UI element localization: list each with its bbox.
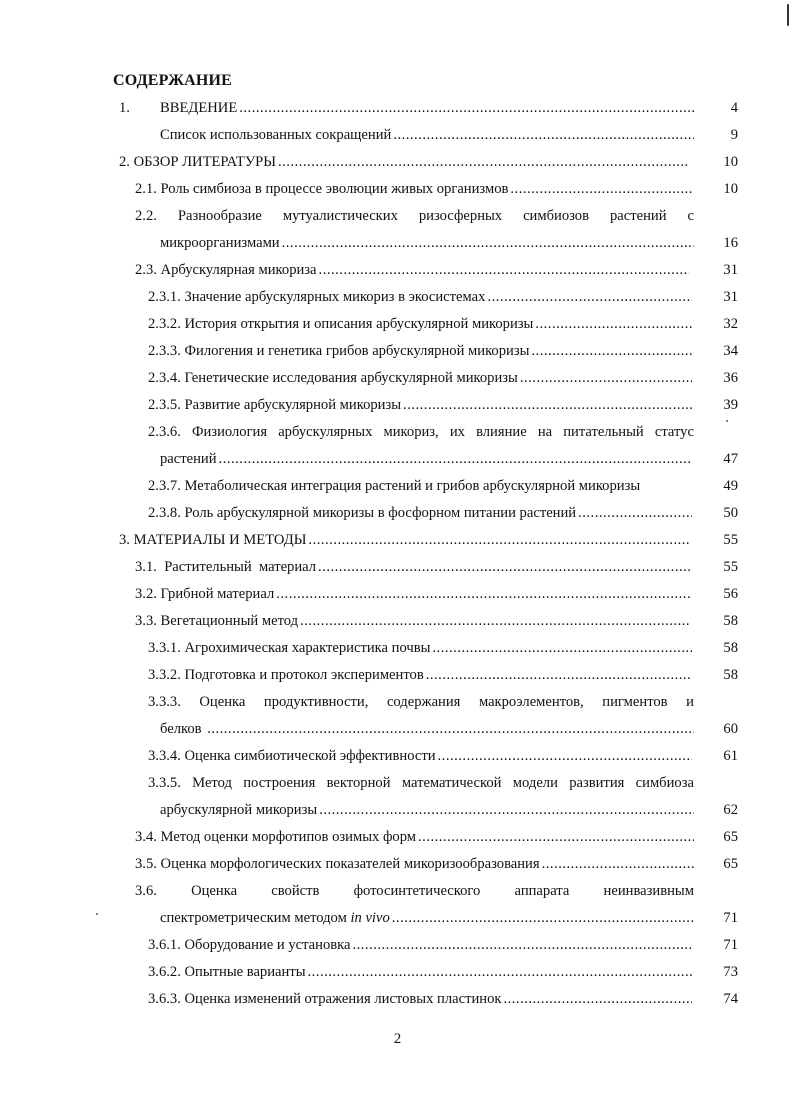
- toc-entry: [0, 449, 795, 469]
- toc-entry-title: ВВЕДЕНИЕ: [160, 100, 238, 116]
- toc-entry: [0, 341, 795, 361]
- toc-entry-title: 3.4. Метод оценки морфотипов озимых форм: [135, 829, 417, 845]
- toc-entry: [0, 503, 795, 523]
- toc-leader-dots: [319, 260, 689, 280]
- toc-entry-page: 61: [723, 748, 738, 764]
- toc-leader-dots: [282, 233, 694, 253]
- toc-entry-page: 39: [723, 397, 738, 413]
- toc-entry: [0, 179, 795, 199]
- toc-leader-dots: [426, 665, 692, 685]
- toc-entry-page: 55: [723, 559, 738, 575]
- toc-entry: [0, 125, 795, 145]
- toc-entry: [0, 557, 795, 577]
- toc-entry-page: 73: [723, 964, 738, 980]
- toc-entry-page: 65: [723, 829, 738, 845]
- toc-entry-title: арбускулярной микоризы: [160, 802, 318, 818]
- toc-entry-title: 2.1. Роль симбиоза в процессе эволюции живых организмов: [135, 181, 509, 197]
- toc-entry: [0, 746, 795, 766]
- toc-entry: [0, 962, 795, 982]
- toc-entry-page: 16: [723, 235, 738, 251]
- toc-leader-dots: [352, 935, 692, 955]
- toc-entry-page: 9: [730, 127, 738, 143]
- toc-leader-dots: [392, 908, 694, 928]
- toc-entry: [0, 260, 795, 280]
- toc-entry: [0, 152, 795, 172]
- toc-entry-title: 2.3.7. Метаболическая интеграция растений и грибов арбускулярной микоризы: [148, 478, 641, 494]
- toc-entry-title: 3.3.4. Оценка симбиотической эффективности: [148, 748, 436, 764]
- toc-entry-title: 3.6.3. Оценка изменений отражения листовых пластинок: [148, 991, 502, 1007]
- toc-entry: [0, 908, 795, 928]
- toc-leader-dots: [308, 962, 694, 982]
- toc-leader-dots: [403, 395, 692, 415]
- toc-entry-title: растений: [160, 451, 217, 467]
- toc-entry: [0, 719, 795, 739]
- toc-leader-dots: [432, 638, 692, 658]
- toc-entry-title: 3.3.2. Подготовка и протокол экспериментов: [148, 667, 424, 683]
- toc-leader-dots: [318, 557, 692, 577]
- toc-leader-dots: [319, 800, 694, 820]
- toc-entry-title: 3.3.3. Оценка продуктивности, содержания макроэлементов, пигментов и: [148, 694, 694, 710]
- toc-entry-title: 2.3.3. Филогения и генетика грибов арбускулярной микоризы: [148, 343, 530, 359]
- toc-entry-page: 36: [723, 370, 738, 386]
- toc-leader-dots: [503, 989, 692, 1009]
- toc-entry-page: 55: [723, 532, 738, 548]
- toc-entry-title: 2.3.5. Развитие арбускулярной микоризы: [148, 397, 402, 413]
- toc-entry-page: 60: [723, 721, 738, 737]
- toc-entry-title: белков: [160, 721, 206, 737]
- toc-entry-title: 3.6.2. Опытные варианты: [148, 964, 306, 980]
- toc-entry-title: Список использованных сокращений: [160, 127, 392, 143]
- toc-leader-dots: [219, 449, 692, 469]
- toc-entry: [0, 476, 795, 496]
- toc-entry-page: 58: [723, 667, 738, 683]
- toc-entry: [0, 422, 795, 442]
- toc-entry: [0, 692, 795, 712]
- toc-entry: [0, 611, 795, 631]
- toc-entry-page: 49: [723, 478, 738, 494]
- toc-leader-dots: [300, 611, 689, 631]
- toc-entry: [0, 881, 795, 901]
- toc-entry-title: 2.3. Арбускулярная микориза: [135, 262, 317, 278]
- toc-entry-page: 34: [723, 343, 738, 359]
- toc-entry-title: 2.3.4. Генетические исследования арбускулярной микоризы: [148, 370, 518, 386]
- toc-entry-page: 74: [723, 991, 738, 1007]
- toc-entry-page: 71: [723, 937, 738, 953]
- toc-entry-page: 65: [723, 856, 738, 872]
- toc-entry: [0, 206, 795, 226]
- toc-leader-dots: [393, 125, 694, 145]
- toc-entry: [0, 368, 795, 388]
- toc-entry: [0, 935, 795, 955]
- toc-entry-page: 31: [723, 289, 738, 305]
- toc-entry: [0, 287, 795, 307]
- toc-entry-title: 2. ОБЗОР ЛИТЕРАТУРЫ: [119, 154, 276, 170]
- toc-leader-dots: [278, 152, 689, 172]
- toc-leader-dots: [438, 746, 692, 766]
- toc-entry-title-italic: in vivo: [350, 910, 390, 926]
- toc-entry: [0, 854, 795, 874]
- toc-entry-title: 2.3.6. Физиология арбускулярных микориз, их влияние на питательный статус: [148, 424, 694, 440]
- toc-entry-title: спектрометрическим методом: [160, 910, 351, 926]
- toc-leader-dots: [418, 827, 694, 847]
- toc-leader-dots: [542, 854, 694, 874]
- toc-entry-title: 3.3.5. Метод построения векторной математической модели развития симбиоза: [148, 775, 694, 791]
- toc-heading: СОДЕРЖАНИЕ: [113, 72, 233, 89]
- toc-leader-dots: [531, 341, 692, 361]
- toc-entry-title: 2.2. Разнообразие мутуалистических ризосферных симбиозов растений с: [135, 208, 694, 224]
- toc-entry: [0, 827, 795, 847]
- toc-entry-page: 71: [723, 910, 738, 926]
- toc-entry: [0, 530, 795, 550]
- toc-leader-dots: [487, 287, 692, 307]
- toc-leader-dots: [578, 503, 692, 523]
- toc-entry: [0, 773, 795, 793]
- toc-entry-title: 3.1. Растительный материал: [135, 559, 317, 575]
- toc-entry-title: 2.3.8. Роль арбускулярной микоризы в фосфорном питании растений: [148, 505, 577, 521]
- toc-entry: [0, 395, 795, 415]
- toc-leader-dots: [308, 530, 689, 550]
- toc-entry-page: 32: [723, 316, 738, 332]
- toc-entry: [0, 638, 795, 658]
- toc-entry: [0, 665, 795, 685]
- toc-entry-title: 3.3. Вегетационный метод: [135, 613, 299, 629]
- page-number: 2: [393, 1031, 402, 1047]
- toc-entry-title: 2.3.1. Значение арбускулярных микориз в экосистемах: [148, 289, 486, 305]
- toc-entry-title: 3. МАТЕРИАЛЫ И МЕТОДЫ: [119, 532, 307, 548]
- toc-leader-dots: [520, 368, 692, 388]
- toc-entry-page: 31: [723, 262, 738, 278]
- toc-entry: [0, 989, 795, 1009]
- toc-leader-dots: [535, 314, 692, 334]
- toc-leader-dots: [207, 719, 694, 739]
- toc-leader-dots: [276, 584, 692, 604]
- toc-entry: [0, 98, 795, 118]
- toc-leader-dots: [510, 179, 692, 199]
- toc-entry-title: 3.6. Оценка свойств фотосинтетического аппарата неинвазивным: [135, 883, 694, 899]
- toc-entry-title: 3.6.1. Оборудование и установка: [148, 937, 351, 953]
- toc-entry-page: 10: [723, 181, 738, 197]
- toc-entry-title: 3.2. Грибной материал: [135, 586, 275, 602]
- toc-entry-number: 1.: [119, 100, 130, 116]
- toc-entry-page: 58: [723, 640, 738, 656]
- toc-entry: [0, 233, 795, 253]
- toc-entry-page: 10: [723, 154, 738, 170]
- toc-entry-page: 50: [723, 505, 738, 521]
- toc-entry: [0, 800, 795, 820]
- toc-entry: [0, 584, 795, 604]
- toc-entry-page: 4: [730, 100, 738, 116]
- toc-entry-page: 58: [723, 613, 738, 629]
- toc-leader-dots: [239, 98, 694, 118]
- toc-entry-page: 56: [723, 586, 738, 602]
- toc-entry-title: 2.3.2. История открытия и описания арбускулярной микоризы: [148, 316, 534, 332]
- toc-entry-title: микроорганизмами: [160, 235, 280, 251]
- toc-entry-title: 3.3.1. Агрохимическая характеристика почвы: [148, 640, 431, 656]
- toc-entry-title: 3.5. Оценка морфологических показателей микоризообразования: [135, 856, 540, 872]
- toc-entry: [0, 314, 795, 334]
- toc-entry-page: 62: [723, 802, 738, 818]
- toc-entry-page: 47: [723, 451, 738, 467]
